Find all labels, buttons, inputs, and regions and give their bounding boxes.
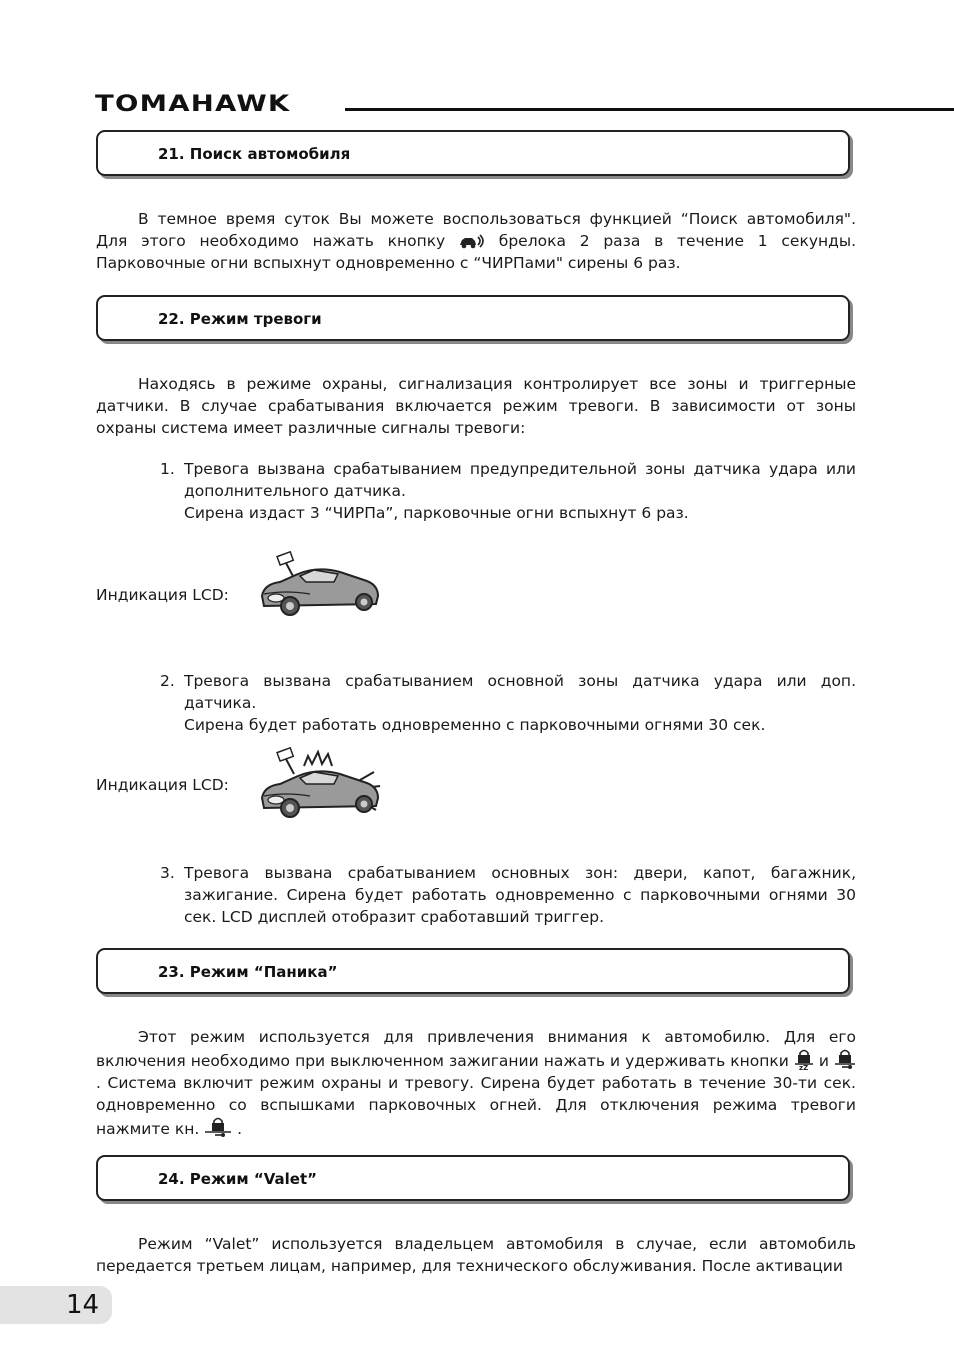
section-23-text-b: . Система включит режим охраны и тревогу. Сирена будет работать в течение 30-ти сек. одновременно со вспышками парковочных огней. Для отключения режима тревоги нажмите кн. <box>96 1074 856 1138</box>
car-shock-icon <box>256 740 386 822</box>
list-text: Тревога вызвана срабатыванием предупредительной зоны датчика удара или дополнительного датчика. <box>184 460 856 500</box>
brand-logo: TOMAHAWK <box>95 92 291 117</box>
unlock-key-icon <box>204 1116 232 1138</box>
section-23-text <box>96 1026 856 1140</box>
list-text: Сирена издаст 3 “ЧИРПа”, парковочные огни вспыхнут 6 раз. <box>184 504 689 522</box>
section-24-header <box>96 1155 850 1201</box>
header-rule <box>345 108 954 111</box>
section-24-text: Режим “Valet” используется владельцем автомобиля в случае, если автомобиль передается третьем лицам, например, для технического обслуживания. После активации <box>96 1235 856 1275</box>
lock-zz-icon <box>794 1048 814 1070</box>
list-text: Тревога вызвана срабатыванием основной зоны датчика удара или доп. датчика. <box>184 672 856 712</box>
list-number: 1. <box>160 460 175 478</box>
section-24-title: 24. Режим “Valet” <box>158 1170 317 1188</box>
page-number: 14 <box>66 1290 100 1320</box>
lcd-label-2: Индикация LCD: <box>96 776 229 794</box>
list-text: Тревога вызвана срабатыванием основных зон: двери, капот, багажник, зажигание. Сирена будет работать одновременно с парковочными огнями 30 сек. LCD дисплей отобразит сработавший триггер. <box>184 864 856 926</box>
section-23-header <box>96 948 850 994</box>
section-23-text-a: Этот режим используется для привлечения внимания к автомобилю. Для его включения необходимо при выключенном зажигании нажать и удерживать кнопки <box>96 1028 856 1070</box>
section-21-title: 21. Поиск автомобиля <box>158 145 351 163</box>
section-22-header <box>96 295 850 341</box>
section-22-title: 22. Режим тревоги <box>158 310 322 328</box>
lcd-label-1: Индикация LCD: <box>96 586 229 604</box>
section-23-title: 23. Режим “Паника” <box>158 963 338 981</box>
section-23-text-end: . <box>237 1120 243 1138</box>
svg-text:zZ: zZ <box>798 1064 808 1070</box>
section-21-header <box>96 130 850 176</box>
section-21-text-b: брелока 2 раза в течение 1 секунды. Парковочные огни вспыхнут одновременно с “ЧИРПами" сирены 6 раз. <box>96 232 857 272</box>
car-warning-icon <box>256 544 386 620</box>
alarm-item-3 <box>160 862 856 928</box>
section-21-text-a: В темное время суток Вы можете воспользоваться функцией “Поиск автомобиля". Для этого необходимо нажать кнопку <box>96 210 856 250</box>
section-23-and: и <box>818 1052 829 1070</box>
unlock-key-icon <box>834 1048 856 1070</box>
section-22-intro: Находясь в режиме охраны, сигнализация контролирует все зоны и триггерные датчики. В случае срабатывания включается режим тревоги. В зависимости от зоны охраны система имеет различные сигналы тревоги: <box>96 375 856 437</box>
section-21-text <box>96 208 856 274</box>
list-number: 2. <box>160 672 175 690</box>
list-text: Сирена будет работать одновременно с парковочными огнями 30 сек. <box>184 716 766 734</box>
car-search-icon <box>459 234 485 250</box>
alarm-item-1 <box>160 458 856 524</box>
list-number: 3. <box>160 864 175 882</box>
alarm-item-2 <box>160 670 856 736</box>
